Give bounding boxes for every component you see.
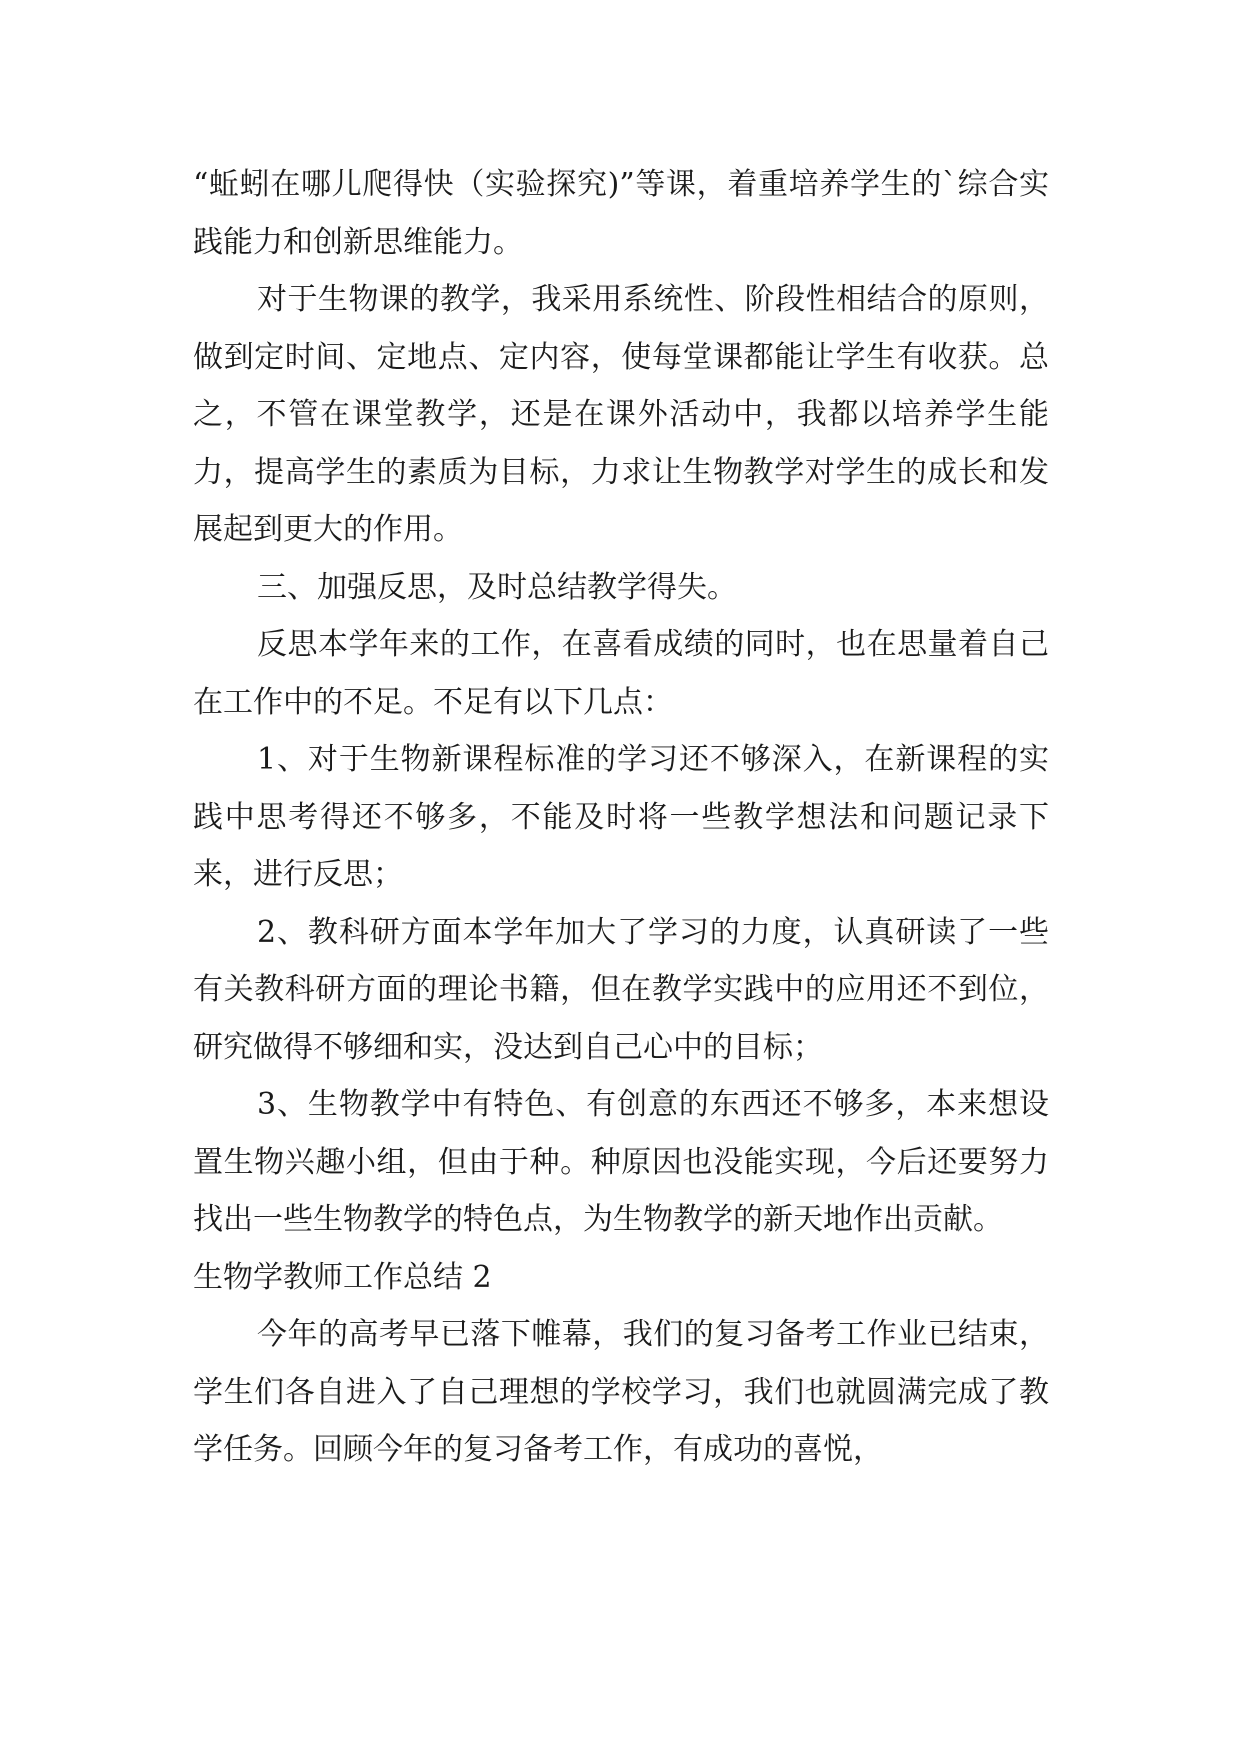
document-body [193,156,1049,1479]
list-item-1: 1、对于生物新课程标准的学习还不够深入，在新课程的实践中思考得还不够多，不能及时将一些教学想法和问题记录下来，进行反思； [193,742,1049,892]
paragraph-reflection-intro: 反思本学年来的工作，在喜看成绩的同时，也在思量着自己在工作中的不足。不足有以下几点： [193,627,1049,720]
paragraph-exam-review: 今年的高考早已落下帷幕，我们的复习备考工作业已结束，学生们各自进入了自己理想的学校学习，我们也就圆满完成了教学任务。回顾今年的复习备考工作，有成功的喜悦， [193,1317,1049,1467]
paragraph-teaching-principles: 对于生物课的教学，我采用系统性、阶段性相结合的原则，做到定时间、定地点、定内容，使每堂课都能让学生有收获。总之，不管在课堂教学，还是在课外活动中，我都以培养学生能力，提高学生的素质为目标，力求让生物教学对学生的成长和发展起到更大的作用。 [193,282,1049,547]
list-item-2: 2、教科研方面本学年加大了学习的力度，认真研读了一些有关教科研方面的理论书籍，但在教学实践中的应用还不到位，研究做得不够细和实，没达到自己心中的目标； [193,914,1049,1065]
section-heading-reflection: 三、加强反思，及时总结教学得失。 [257,569,737,605]
list-item-3: 3、生物教学中有特色、有创意的东西还不够多，本来想设置生物兴趣小组，但由于种。种原因也没能实现，今后还要努力找出一些生物教学的特色点，为生物教学的新天地作出贡献。 [193,1087,1049,1237]
paragraph-continuation: “蚯蚓在哪儿爬得快（实验探究)”等课，着重培养学生的`综合实践能力和创新思维能力。 [193,167,1049,260]
document-title-2: 生物学教师工作总结 2 [193,1259,492,1295]
